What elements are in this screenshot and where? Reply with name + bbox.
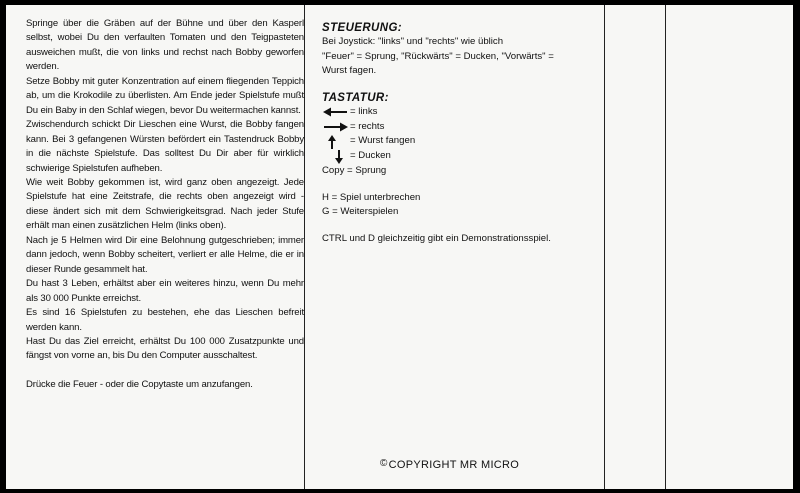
arrow-up-icon bbox=[322, 135, 350, 149]
steuerung-line: Bei Joystick: "links" und "rechts" wie üblich bbox=[322, 36, 504, 47]
key-label: = links bbox=[350, 105, 378, 117]
instruction-paragraph: Springe über die Gräben auf der Bühne und über den Kasperl selbst, wobei Du den verfaulten Tomaten und den Teigpasteten ausweichen mußt, die von links und rechst nach Bobby geworfen werden. bbox=[26, 18, 304, 73]
pause-key-line: H = Spiel unterbrechen bbox=[322, 191, 421, 203]
copyright-icon: © bbox=[380, 458, 388, 469]
instruction-paragraph: Wie weit Bobby gekommen ist, wird ganz oben angezeigt. Jede Spielstufe hat eine Zeitstrafe, die rechts oben angezeigt wird - diese ändert sich mit dem Schwierigkeitsgrad. Nach jeder Stufe erhält man einen zusätzlichen Helm (links oben). bbox=[26, 176, 304, 232]
arrow-right-icon bbox=[322, 120, 350, 134]
fold-line-1 bbox=[304, 5, 305, 489]
key-label: = rechts bbox=[350, 120, 385, 132]
demo-key-line: CTRL und D gleichzeitig gibt ein Demonstrationsspiel. bbox=[322, 232, 551, 244]
arrow-left-icon bbox=[322, 105, 350, 119]
instruction-paragraph: Hast Du das Ziel erreicht, erhältst Du 100 000 Zusatzpunkte und fängst von vorne an, bis Du den Computer ausschaltest. bbox=[26, 335, 304, 362]
key-right-row bbox=[322, 120, 590, 135]
instruction-paragraph: Nach je 5 Helmen wird Dir eine Belohnung gutgeschrieben; immer dann jedoch, wenn Bobby scheitert, verliert er alle Helme, die er in dieser Runde gesammelt hat. bbox=[26, 234, 304, 275]
key-label: = Ducken bbox=[350, 150, 391, 162]
key-down-row bbox=[322, 149, 590, 164]
key-left-row bbox=[322, 105, 590, 120]
steuerung-line: "Feuer" = Sprung, "Rückwärts" = Ducken, "Vorwärts" = bbox=[322, 50, 554, 62]
copy-key-line: Copy = Sprung bbox=[322, 164, 387, 176]
key-up-row bbox=[322, 134, 590, 149]
fold-line-2 bbox=[604, 5, 605, 489]
instruction-paragraph: Zwischendurch schickt Dir Lieschen eine Wurst, die Bobby fangen kann. Bei 3 gefangenen Würsten befördert ein Tastendruck Bobby in die nächste Spielstufe. Das solltest Du Dir aber für wirklich schwierige Spielstufen aufheben. bbox=[26, 119, 304, 174]
instruction-paragraph: Du hast 3 Leben, erhältst aber ein weiteres hinzu, wenn Du mehr als 30 000 Punkte erreichst. bbox=[26, 278, 304, 304]
tastatur-heading: TASTATUR: bbox=[322, 91, 389, 104]
start-instruction: Drücke die Feuer - oder die Copytaste um anzufangen. bbox=[26, 378, 253, 390]
steuerung-line: Wurst fagen. bbox=[322, 65, 377, 77]
instructions-column bbox=[26, 17, 304, 392]
copyright-text: COPYRIGHT MR MICRO bbox=[388, 459, 520, 471]
fold-line-3 bbox=[665, 5, 666, 489]
controls-column bbox=[322, 21, 590, 246]
arrow-down-icon bbox=[322, 150, 350, 164]
instruction-paragraph: Es sind 16 Spielstufen zu bestehen, ehe das Lieschen befreit werden kann. bbox=[26, 307, 304, 333]
copyright-notice bbox=[380, 458, 519, 471]
key-label: = Wurst fangen bbox=[350, 135, 416, 147]
instruction-paragraph: Setze Bobby mit guter Konzentration auf einem fliegenden Teppich ab, um die Krokodile zu überlisten. Am Ende jeder Spielstufe mußt Du ein Baby in den Schlaf wiegen, bevor Du weitermachen kannst. bbox=[26, 75, 304, 116]
steuerung-heading: STEUERUNG: bbox=[322, 22, 403, 34]
resume-key-line: G = Weiterspielen bbox=[322, 206, 399, 218]
